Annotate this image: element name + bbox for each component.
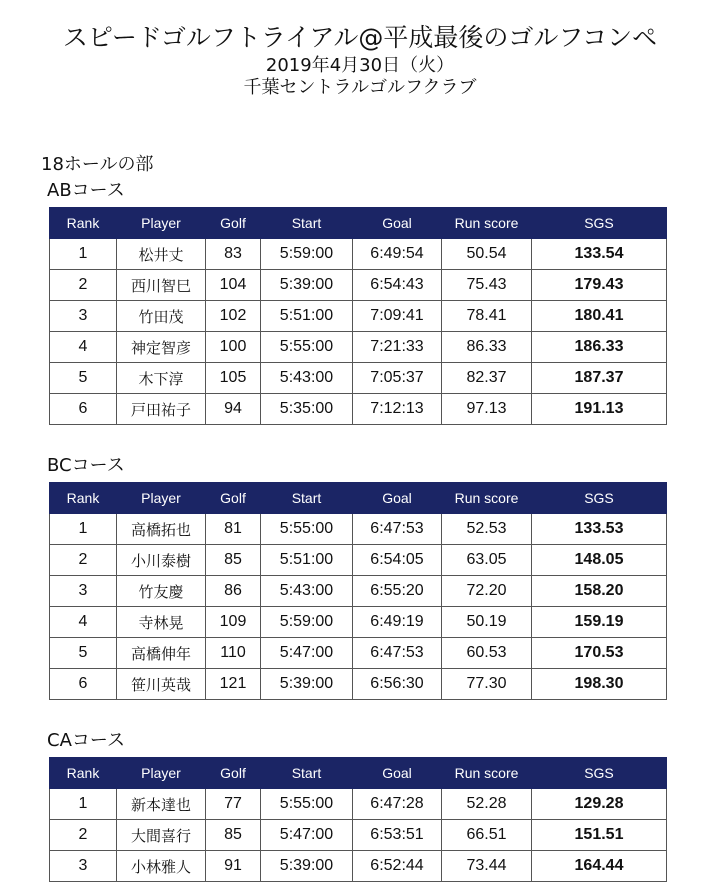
rank-cell: 1 [50, 239, 117, 270]
results-table-ab [49, 207, 667, 425]
golf-cell: 105 [206, 363, 261, 394]
table-row [50, 301, 667, 332]
rank-cell: 6 [50, 669, 117, 700]
golf-cell: 81 [206, 514, 261, 545]
rank-cell: 4 [50, 332, 117, 363]
start-header: Start [261, 483, 353, 514]
sgs-cell: 164.44 [532, 851, 667, 882]
start-cell: 5:39:00 [261, 270, 353, 301]
start-cell: 5:39:00 [261, 669, 353, 700]
start-cell: 5:59:00 [261, 607, 353, 638]
rank-header: Rank [50, 208, 117, 239]
player-cell: 高橋拓也 [117, 514, 206, 545]
table-row [50, 607, 667, 638]
course-label-bc: BCコース [47, 455, 125, 476]
player-cell: 小林雅人 [117, 851, 206, 882]
event-date: 2019年4月30日（火） [265, 55, 455, 76]
goal-cell: 6:52:44 [353, 851, 442, 882]
player-cell: 新本達也 [117, 789, 206, 820]
results-table-bc [49, 482, 667, 700]
start-header: Start [261, 758, 353, 789]
rank-cell: 6 [50, 394, 117, 425]
results-table-ca [49, 757, 667, 882]
golf-cell: 102 [206, 301, 261, 332]
player-cell: 竹田茂 [117, 301, 206, 332]
player-cell: 神定智彦 [117, 332, 206, 363]
golf-cell: 100 [206, 332, 261, 363]
player-cell: 笹川英哉 [117, 669, 206, 700]
player-cell: 小川泰樹 [117, 545, 206, 576]
course-label-ca: CAコース [47, 730, 125, 751]
rank-cell: 3 [50, 851, 117, 882]
run-score-cell: 50.19 [442, 607, 532, 638]
golf-cell: 104 [206, 270, 261, 301]
start-cell: 5:35:00 [261, 394, 353, 425]
rank-cell: 1 [50, 514, 117, 545]
rank-cell: 5 [50, 638, 117, 669]
run-score-cell: 63.05 [442, 545, 532, 576]
rank-header: Rank [50, 758, 117, 789]
golf-cell: 83 [206, 239, 261, 270]
goal-cell: 6:47:28 [353, 789, 442, 820]
sgs-cell: 170.53 [532, 638, 667, 669]
golf-header: Golf [206, 483, 261, 514]
run-score-cell: 75.43 [442, 270, 532, 301]
run-score-cell: 72.20 [442, 576, 532, 607]
rank-cell: 1 [50, 789, 117, 820]
goal-header: Goal [353, 208, 442, 239]
golf-cell: 94 [206, 394, 261, 425]
goal-cell: 6:49:19 [353, 607, 442, 638]
rank-header: Rank [50, 483, 117, 514]
run-score-cell: 73.44 [442, 851, 532, 882]
rank-cell: 4 [50, 607, 117, 638]
goal-cell: 6:47:53 [353, 638, 442, 669]
table-row [50, 820, 667, 851]
start-cell: 5:47:00 [261, 638, 353, 669]
player-cell: 木下淳 [117, 363, 206, 394]
run-score-cell: 52.28 [442, 789, 532, 820]
rank-cell: 2 [50, 820, 117, 851]
sgs-cell: 191.13 [532, 394, 667, 425]
table-row [50, 638, 667, 669]
player-cell: 高橋伸年 [117, 638, 206, 669]
table-row [50, 332, 667, 363]
run-score-cell: 78.41 [442, 301, 532, 332]
run-score-cell: 97.13 [442, 394, 532, 425]
goal-cell: 7:21:33 [353, 332, 442, 363]
division-label: 18ホールの部 [41, 154, 154, 175]
sgs-cell: 133.53 [532, 514, 667, 545]
player-cell: 西川智巳 [117, 270, 206, 301]
start-cell: 5:39:00 [261, 851, 353, 882]
page-title: スピードゴルフトライアル@平成最後のゴルフコンペ [62, 23, 658, 52]
goal-cell: 7:12:13 [353, 394, 442, 425]
start-cell: 5:55:00 [261, 332, 353, 363]
run-score-cell: 60.53 [442, 638, 532, 669]
start-cell: 5:43:00 [261, 576, 353, 607]
sgs-header: SGS [532, 483, 667, 514]
sgs-header: SGS [532, 208, 667, 239]
run-score-cell: 86.33 [442, 332, 532, 363]
table-row [50, 239, 667, 270]
golf-header: Golf [206, 758, 261, 789]
table-row [50, 669, 667, 700]
goal-header: Goal [353, 758, 442, 789]
rank-cell: 5 [50, 363, 117, 394]
start-cell: 5:47:00 [261, 820, 353, 851]
golf-header: Golf [206, 208, 261, 239]
table-row [50, 576, 667, 607]
goal-header: Goal [353, 483, 442, 514]
table-row [50, 363, 667, 394]
player-cell: 戸田祐子 [117, 394, 206, 425]
start-cell: 5:59:00 [261, 239, 353, 270]
table-row [50, 270, 667, 301]
table-row [50, 789, 667, 820]
player-cell: 竹友慶 [117, 576, 206, 607]
goal-cell: 7:05:37 [353, 363, 442, 394]
golf-cell: 109 [206, 607, 261, 638]
rank-cell: 2 [50, 270, 117, 301]
sgs-cell: 151.51 [532, 820, 667, 851]
goal-cell: 6:49:54 [353, 239, 442, 270]
start-header: Start [261, 208, 353, 239]
sgs-cell: 133.54 [532, 239, 667, 270]
sgs-header: SGS [532, 758, 667, 789]
player-cell: 寺林晃 [117, 607, 206, 638]
sgs-cell: 148.05 [532, 545, 667, 576]
start-cell: 5:55:00 [261, 514, 353, 545]
golf-cell: 85 [206, 545, 261, 576]
table-header-row [50, 758, 667, 789]
golf-cell: 86 [206, 576, 261, 607]
player-header: Player [117, 208, 206, 239]
sgs-cell: 179.43 [532, 270, 667, 301]
course-label-ab: ABコース [47, 180, 125, 201]
table-row [50, 394, 667, 425]
venue-name: 千葉セントラルゴルフクラブ [243, 77, 477, 98]
run-score-cell: 77.30 [442, 669, 532, 700]
run-score-cell: 82.37 [442, 363, 532, 394]
sgs-cell: 186.33 [532, 332, 667, 363]
rank-cell: 3 [50, 301, 117, 332]
sgs-cell: 187.37 [532, 363, 667, 394]
run-score-cell: 52.53 [442, 514, 532, 545]
start-cell: 5:51:00 [261, 301, 353, 332]
goal-cell: 6:54:43 [353, 270, 442, 301]
golf-cell: 121 [206, 669, 261, 700]
player-header: Player [117, 483, 206, 514]
start-cell: 5:55:00 [261, 789, 353, 820]
run-score-cell: 66.51 [442, 820, 532, 851]
table-header-row [50, 208, 667, 239]
golf-cell: 85 [206, 820, 261, 851]
sgs-cell: 180.41 [532, 301, 667, 332]
table-header-row [50, 483, 667, 514]
rank-cell: 2 [50, 545, 117, 576]
golf-cell: 91 [206, 851, 261, 882]
player-cell: 大間喜行 [117, 820, 206, 851]
golf-cell: 77 [206, 789, 261, 820]
golf-cell: 110 [206, 638, 261, 669]
run-score-header: Run score [442, 208, 532, 239]
goal-cell: 6:54:05 [353, 545, 442, 576]
goal-cell: 6:56:30 [353, 669, 442, 700]
start-cell: 5:51:00 [261, 545, 353, 576]
table-row [50, 545, 667, 576]
player-header: Player [117, 758, 206, 789]
goal-cell: 6:53:51 [353, 820, 442, 851]
table-row [50, 851, 667, 882]
rank-cell: 3 [50, 576, 117, 607]
start-cell: 5:43:00 [261, 363, 353, 394]
table-row [50, 514, 667, 545]
sgs-cell: 159.19 [532, 607, 667, 638]
run-score-header: Run score [442, 758, 532, 789]
run-score-header: Run score [442, 483, 532, 514]
goal-cell: 6:55:20 [353, 576, 442, 607]
sgs-cell: 129.28 [532, 789, 667, 820]
goal-cell: 7:09:41 [353, 301, 442, 332]
sgs-cell: 158.20 [532, 576, 667, 607]
goal-cell: 6:47:53 [353, 514, 442, 545]
run-score-cell: 50.54 [442, 239, 532, 270]
sgs-cell: 198.30 [532, 669, 667, 700]
player-cell: 松井丈 [117, 239, 206, 270]
